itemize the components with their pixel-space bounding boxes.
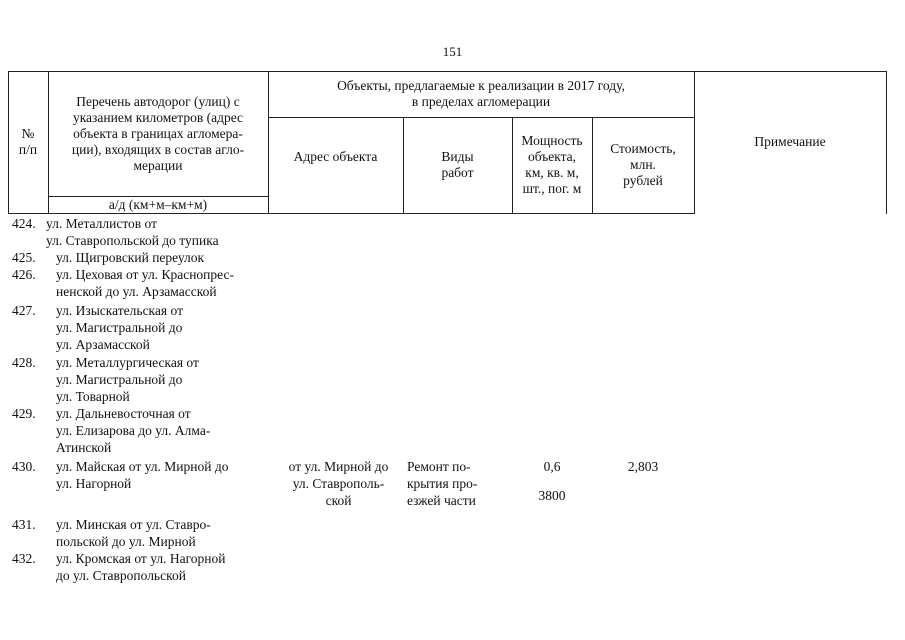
row-number: 427. (12, 303, 36, 318)
header-cost: Стоимость, млн. рублей (610, 141, 676, 188)
row-road: ул. Изыскательская от ул. Магистральной до ул. Арзамасской (56, 303, 183, 352)
header-address: Адрес объекта (293, 149, 378, 164)
row-number: 425. (12, 250, 36, 265)
row-number: 424. (12, 216, 36, 231)
row-power: 0,6 (543, 459, 561, 474)
row-works: Ремонт по- крытия про- езжей части (407, 459, 478, 508)
row-number: 430. (12, 459, 36, 474)
header-works: Виды работ (441, 149, 474, 180)
header-power: Мощность объекта, км, кв. м, шт., пог. м (521, 133, 583, 196)
header-note: Примечание (754, 134, 826, 149)
row-road: ул. Минская от ул. Ставро- польской до ул. Мирной (56, 517, 211, 549)
row-cost: 2,803 (627, 459, 659, 474)
header-roads: Перечень автодорог (улиц) с указанием километров (адрес объекта в границах агломера- ции), входящих в состав агло- мерации (71, 93, 245, 173)
row-road: ул. Майская от ул. Мирной до ул. Нагорной (56, 459, 229, 491)
row-number: 429. (12, 406, 36, 421)
row-number: 431. (12, 517, 36, 532)
row-road: ул. Кромская от ул. Нагорной до ул. Ставропольской (56, 551, 226, 583)
header-num: № п/п (18, 126, 38, 157)
row-road: ул. Цеховая от ул. Краснопрес- ненской до ул. Арзамасской (56, 267, 234, 299)
row-road: ул. Дальневосточная от ул. Елизарова до ул. Алма- Атинской (56, 406, 211, 455)
page-number: 151 (442, 44, 463, 59)
row-road: ул. Металлистов от ул. Ставропольской до тупика (46, 216, 219, 248)
header-objects: Объекты, предлагаемые к реализации в 2017 году, в пределах агломерации (337, 78, 625, 109)
row-number: 432. (12, 551, 36, 566)
row-power: 3800 (538, 488, 566, 503)
row-road: ул. Металлургическая от ул. Магистральной до ул. Товарной (56, 355, 199, 404)
row-road: ул. Щигровский переулок (56, 250, 205, 265)
header-roads-sub: а/д (км+м–км+м) (108, 196, 208, 212)
row-address: от ул. Мирной до ул. Ставрополь- ской (288, 459, 389, 508)
row-number: 428. (12, 355, 36, 370)
row-number: 426. (12, 267, 36, 282)
